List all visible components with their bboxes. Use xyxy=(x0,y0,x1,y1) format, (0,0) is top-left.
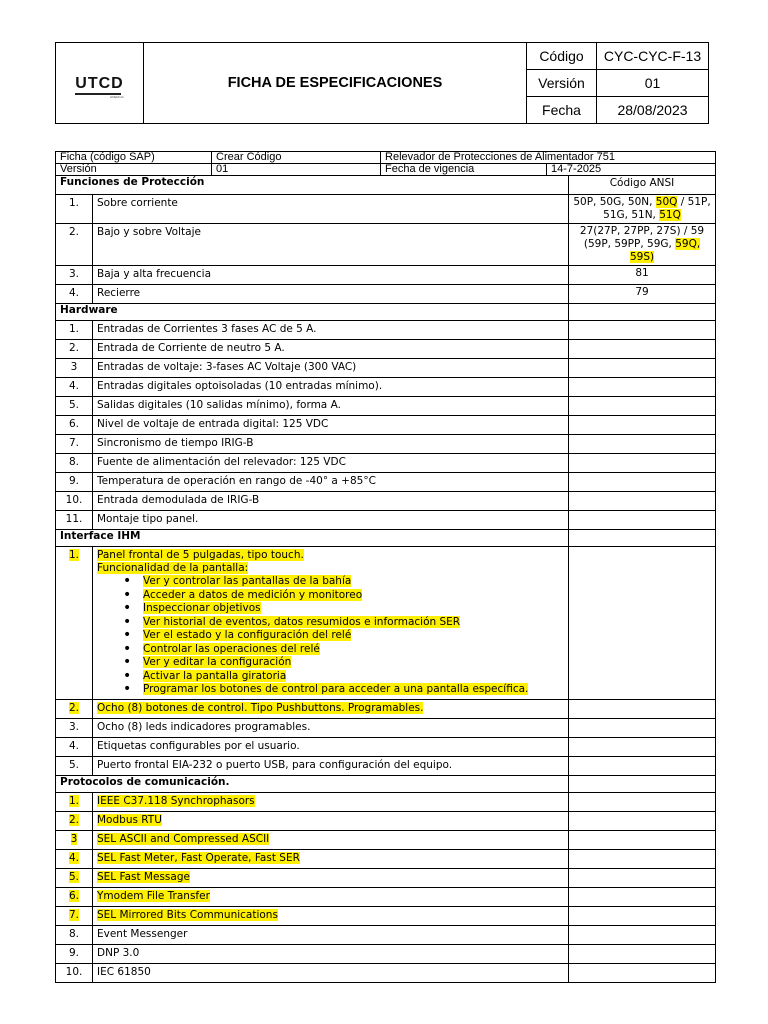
row-description: Entrada de Corriente de neutro 5 A. xyxy=(93,340,569,359)
fecha-value: 28/08/2023 xyxy=(597,97,709,124)
row-number: 1. xyxy=(56,321,93,340)
row-number: 3 xyxy=(56,830,93,849)
row-number: 9. xyxy=(56,473,93,492)
section-hardware-title: Hardware xyxy=(56,304,569,321)
functionality-item: • Ver el estado y la configuración del relé xyxy=(143,629,564,643)
row-number: 3. xyxy=(56,266,93,285)
row-description: Montaje tipo panel. xyxy=(93,511,569,530)
row-description: SEL Fast Meter, Fast Operate, Fast SER xyxy=(93,849,569,868)
row-number: 3. xyxy=(56,718,93,737)
functionality-item: • Programar los botones de control para acceder a una pantalla específica. xyxy=(143,683,564,697)
version-row-value: 01 xyxy=(212,164,381,176)
row-number: 2. xyxy=(56,340,93,359)
table-row xyxy=(56,492,716,511)
functionality-list xyxy=(97,575,564,697)
table-row xyxy=(56,397,716,416)
table-row xyxy=(56,811,716,830)
row-number: 8. xyxy=(56,454,93,473)
version-label: Versión xyxy=(527,70,597,97)
row-description: Fuente de alimentación del relevador: 125 VDC xyxy=(93,454,569,473)
row-description: SEL Mirrored Bits Communications xyxy=(93,906,569,925)
row-description: Sobre corriente xyxy=(93,195,569,224)
ansi-code-header: Código ANSI xyxy=(569,176,716,195)
row-description: Ocho (8) botones de control. Tipo Pushbuttons. Programables. xyxy=(93,699,569,718)
table-row xyxy=(56,195,716,224)
ihm-panel-text: Panel frontal de 5 pulgadas, tipo touch. xyxy=(97,549,304,561)
row-number: 10. xyxy=(56,492,93,511)
table-row xyxy=(56,435,716,454)
row-number: 8. xyxy=(56,925,93,944)
row-description: Etiquetas configurables por el usuario. xyxy=(93,737,569,756)
specification-table xyxy=(55,151,716,983)
logo-cell xyxy=(56,43,144,124)
row-description: IEC 61850 xyxy=(93,963,569,982)
functionality-item: • Ver historial de eventos, datos resumidos e información SER xyxy=(143,616,564,630)
table-row xyxy=(56,547,716,700)
row-description: SEL ASCII and Compressed ASCII xyxy=(93,830,569,849)
table-row xyxy=(56,285,716,304)
row-description: Entrada demodulada de IRIG-B xyxy=(93,492,569,511)
ihm-rows xyxy=(56,699,716,775)
table-row xyxy=(56,906,716,925)
ansi-code: 79 xyxy=(569,285,716,304)
logo-subtext: ENERGIA xyxy=(110,94,124,99)
row-number: 3 xyxy=(56,359,93,378)
row-number: 7. xyxy=(56,435,93,454)
functionality-item: • Ver y controlar las pantallas de la bahía xyxy=(143,575,564,589)
row-number: 11. xyxy=(56,511,93,530)
row-description xyxy=(93,547,569,700)
table-row xyxy=(56,359,716,378)
sap-label: Ficha (código SAP) xyxy=(56,152,212,164)
row-number: 1. xyxy=(56,195,93,224)
ansi-code: 50P, 50G, 50N, 50Q / 51P, 51G, 51N, 51Q xyxy=(569,195,716,224)
row-description: Ymodem File Transfer xyxy=(93,887,569,906)
ansi-code: 81 xyxy=(569,266,716,285)
row-description: SEL Fast Message xyxy=(93,868,569,887)
table-row xyxy=(56,963,716,982)
table-row xyxy=(56,454,716,473)
row-number: 4. xyxy=(56,285,93,304)
row-number: 2. xyxy=(56,224,93,266)
protocol-rows xyxy=(56,792,716,982)
functionality-item: • Activar la pantalla giratoria xyxy=(143,670,564,684)
hardware-rows xyxy=(56,321,716,530)
row-number: 4. xyxy=(56,849,93,868)
vigencia-label: Fecha de vigencia xyxy=(381,164,547,176)
row-description: Temperatura de operación en rango de -40° a +85°C xyxy=(93,473,569,492)
table-row xyxy=(56,849,716,868)
functionality-item: • Inspeccionar objetivos xyxy=(143,602,564,616)
row-number: 5. xyxy=(56,397,93,416)
row-number: 7. xyxy=(56,906,93,925)
row-description: Bajo y sobre Voltaje xyxy=(93,224,569,266)
row-number: 9. xyxy=(56,944,93,963)
table-row xyxy=(56,511,716,530)
vigencia-value: 14-7-2025 xyxy=(547,164,716,176)
functionality-item: • Ver y editar la configuración xyxy=(143,656,564,670)
row-number: 2. xyxy=(56,699,93,718)
version-row-label: Versión xyxy=(56,164,212,176)
codigo-value: CYC-CYC-F-13 xyxy=(597,43,709,70)
table-row xyxy=(56,416,716,435)
table-row xyxy=(56,737,716,756)
table-row xyxy=(56,925,716,944)
section-funciones-title: Funciones de Protección xyxy=(56,176,569,195)
table-row xyxy=(56,792,716,811)
functionality-item: • Acceder a datos de medición y monitoreo xyxy=(143,589,564,603)
row-number: 4. xyxy=(56,737,93,756)
row-description: Salidas digitales (10 salidas mínimo), forma A. xyxy=(93,397,569,416)
ansi-code: 27(27P, 27PP, 27S) / 59 (59P, 59PP, 59G, 59Q, 59S) xyxy=(569,224,716,266)
row-description: Entradas digitales optoisoladas (10 entradas mínimo). xyxy=(93,378,569,397)
row-number: 6. xyxy=(56,887,93,906)
row-description: Modbus RTU xyxy=(93,811,569,830)
sap-description: Relevador de Protecciones de Alimentador 751 xyxy=(381,152,716,164)
document-header xyxy=(55,42,709,124)
section-protocolos-title: Protocolos de comunicación. xyxy=(56,775,569,792)
row-number: 4. xyxy=(56,378,93,397)
row-description: Nivel de voltaje de entrada digital: 125 VDC xyxy=(93,416,569,435)
row-number: 5. xyxy=(56,868,93,887)
table-row xyxy=(56,830,716,849)
row-description: Puerto frontal EIA-232 o puerto USB, para configuración del equipo. xyxy=(93,756,569,775)
logo-text: UTCD xyxy=(75,74,124,92)
table-row xyxy=(56,756,716,775)
row-number: 5. xyxy=(56,756,93,775)
table-row xyxy=(56,473,716,492)
row-number: 1. xyxy=(56,792,93,811)
row-description: DNP 3.0 xyxy=(93,944,569,963)
row-description: Entradas de Corrientes 3 fases AC de 5 A. xyxy=(93,321,569,340)
table-row xyxy=(56,944,716,963)
table-row xyxy=(56,887,716,906)
row-description: Event Messenger xyxy=(93,925,569,944)
table-row xyxy=(56,718,716,737)
table-row xyxy=(56,266,716,285)
row-description: IEEE C37.118 Synchrophasors xyxy=(93,792,569,811)
row-description: Entradas de voltaje: 3-fases AC Voltaje (300 VAC) xyxy=(93,359,569,378)
row-description: Sincronismo de tiempo IRIG-B xyxy=(93,435,569,454)
row-number: 10. xyxy=(56,963,93,982)
table-row xyxy=(56,699,716,718)
row-number: 6. xyxy=(56,416,93,435)
row-number: 1. xyxy=(56,547,93,700)
table-row xyxy=(56,224,716,266)
table-row xyxy=(56,321,716,340)
fecha-label: Fecha xyxy=(527,97,597,124)
row-description: Recierre xyxy=(93,285,569,304)
version-value: 01 xyxy=(597,70,709,97)
row-number: 2. xyxy=(56,811,93,830)
table-row xyxy=(56,340,716,359)
row-description: Baja y alta frecuencia xyxy=(93,266,569,285)
ihm-functionality-title: Funcionalidad de la pantalla: xyxy=(97,562,249,574)
document-title: FICHA DE ESPECIFICACIONES xyxy=(144,43,527,124)
functionality-item: • Controlar las operaciones del relé xyxy=(143,643,564,657)
table-row xyxy=(56,378,716,397)
section-ihm-title: Interface IHM xyxy=(56,530,569,547)
row-description: Ocho (8) leds indicadores programables. xyxy=(93,718,569,737)
codigo-label: Código xyxy=(527,43,597,70)
sap-value: Crear Código xyxy=(212,152,381,164)
table-row xyxy=(56,868,716,887)
company-logo xyxy=(75,76,123,99)
